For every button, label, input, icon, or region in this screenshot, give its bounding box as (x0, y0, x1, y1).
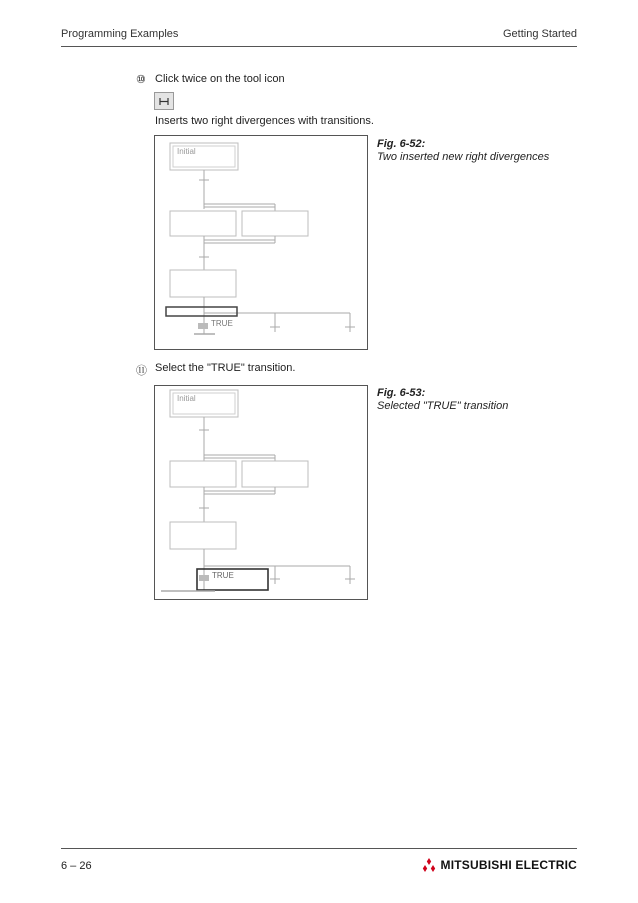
true-transition-label: TRUE (212, 571, 234, 580)
step-number: ⑪ (136, 365, 147, 377)
figure-caption (377, 387, 508, 413)
sfc-diagram-figure (154, 135, 368, 350)
page-number: 6 – 26 (61, 860, 92, 872)
right-divergence-icon (154, 92, 174, 110)
header-chapter-title: Getting Started (503, 28, 577, 40)
figure-number: Fig. 6-52: (377, 138, 426, 150)
brand-logo (421, 858, 577, 872)
three-diamonds-logo (421, 858, 437, 872)
sfc-diagram-figure (154, 385, 368, 600)
figure-description: Two inserted new right divergences (377, 151, 550, 163)
step-text: Select the "TRUE" transition. (155, 362, 296, 374)
figure-caption (377, 138, 549, 164)
figure-number: Fig. 6-53: (377, 387, 426, 399)
footer-rule (61, 848, 577, 849)
step-detail: Inserts two right divergences with transitions. (155, 115, 374, 127)
true-transition-label: TRUE (211, 319, 233, 328)
initial-step-label: Initial (177, 394, 196, 403)
initial-step-label: Initial (177, 147, 196, 156)
header-rule (61, 46, 577, 47)
figure-description: Selected "TRUE" transition (377, 400, 509, 412)
step-number: ⑩ (136, 74, 146, 86)
header-section-title: Programming Examples (61, 28, 179, 40)
brand-name: MITSUBISHI ELECTRIC (440, 858, 577, 872)
step-text: Click twice on the tool icon (155, 73, 285, 85)
